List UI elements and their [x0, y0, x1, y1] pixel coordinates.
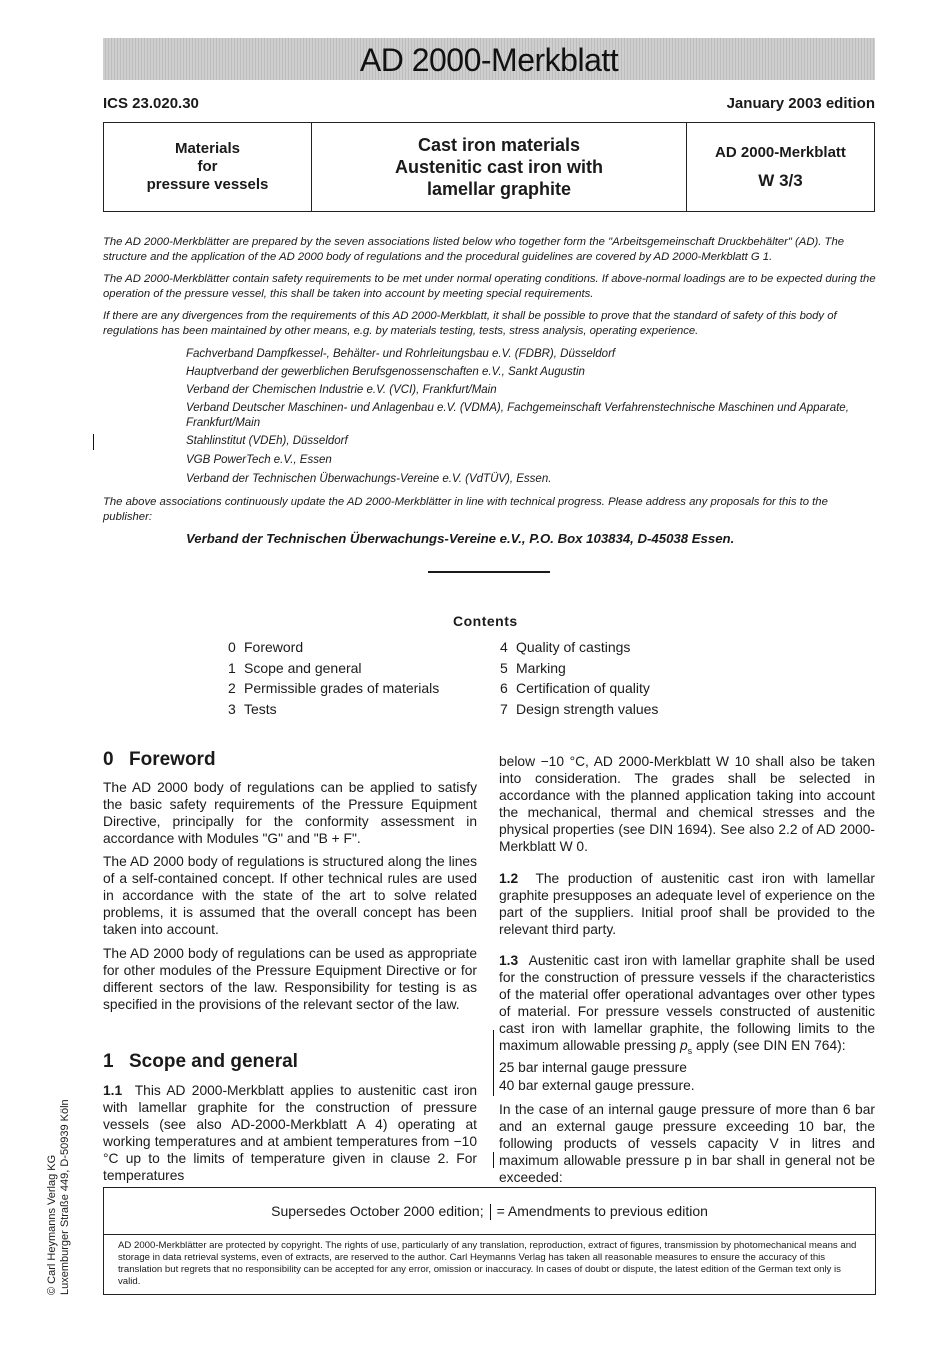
- association-item: Stahlinstitut (VDEh), Düsseldorf: [186, 435, 348, 447]
- header-box: [103, 122, 875, 212]
- clause-1-3-limits: In the case of an internal gauge pressure of more than 6 bar and an external gauge pressure exceeding 10 bar, the following products of vessels capacity V in litres and maximum allowable pressure p in bar shall in general not be exceeded:: [499, 1102, 875, 1186]
- intro-paragraph: The above associations continuously update the AD 2000-Merkblätter in line with technical progress. Please address any proposals for this to the publisher:: [103, 496, 828, 523]
- title-line: Austenitic cast iron with: [394, 157, 604, 177]
- title-line: Cast iron materials: [417, 135, 581, 155]
- contents-item: 1 Scope and general: [228, 659, 362, 676]
- clause-1-3: 1.3 Austenitic cast iron with lamellar graphite shall be used for the construction of pressure vessels if the characteristics of the material offer operational advantages over other types of material. For pressure vessels constructed of austenitic cast iron with lamellar graphite, the following limits to the maximum allowable pressing $p_s$ apply (see DIN EN 764):: [499, 953, 875, 1057]
- ics-code: ICS 23.020.30: [103, 95, 199, 112]
- association-item: Fachverband Dampfkessel-, Behälter- und Rohrleitungsbau e.V. (FDBR), Düsseldorf: [186, 348, 616, 360]
- contents-item: 6 Certification of quality: [500, 680, 650, 696]
- footer-box: [103, 1187, 876, 1295]
- section-heading-scope: 1 Scope and general: [103, 1051, 298, 1072]
- foreword-paragraph: The AD 2000 body of regulations can be applied to satisfy the basic safety requirements of the Pressure Equipment Directive, principally for the conformity assessment in accordance with Modules "G" and "B + F".: [103, 780, 477, 847]
- contents-item: 5 Marking: [500, 659, 566, 676]
- clause-1-1: 1.1 This AD 2000-Merkblatt applies to austenitic cast iron with lamellar graphite for the construction of pressure vessels (see also AD-2000-Merkblatt A 4) operating at working temperatures and at ambient temperatures from −10 °C up to the limits of temperature given in clause 2. For temperatures: [103, 1083, 477, 1184]
- contents-item: 7 Design strength values: [500, 700, 659, 717]
- contents-list-right: [500, 637, 658, 719]
- association-item: Hauptverband der gewerblichen Berufsgenossenschaften e.V., Sankt Augustin: [186, 366, 585, 378]
- category-line: Materials: [174, 140, 241, 157]
- intro-paragraph: The AD 2000-Merkblätter are prepared by the seven associations listed below who together form the "Arbeitsgemeinschaft Druckbehälter" (AD). The structure and the application of the AD 2000 body of regulations and the procedural guidelines are covered by AD 2000-Merkblatt G 1.: [103, 236, 845, 263]
- contents-item: 0 Foreword: [228, 639, 304, 655]
- title-cell: [312, 123, 687, 211]
- code-cell: [687, 123, 874, 211]
- contents-list-left: [228, 637, 439, 719]
- foreword-paragraph: The AD 2000 body of regulations is structured along the lines of a self-contained concept. If other technical rules are used in accordance with the state of the art to solve related problems, it is assumed that the overall concept has been taken into account.: [103, 854, 477, 938]
- association-item: VGB PowerTech e.V., Essen: [186, 454, 332, 466]
- section-heading-foreword: 0 Foreword: [103, 749, 216, 770]
- intro-paragraph: The AD 2000-Merkblätter contain safety requirements to be met under normal operating conditions. If above-normal loadings are to be expected during the operation of the pressure vessel, this shall be taken into account by meeting special requirements.: [103, 273, 876, 300]
- category-cell: [104, 123, 312, 211]
- category-line: for: [197, 158, 218, 175]
- contents-title: Contents: [453, 613, 518, 629]
- category-line: pressure vessels: [146, 176, 269, 193]
- contents-item: 3 Tests: [228, 700, 277, 717]
- intro-paragraph: If there are any divergences from the requirements of this AD 2000-Merkblatt, it shall be possible to prove that the standard of safety of this body of regulations has been maintained by other means, e.g. by materials testing, tests, stress analysis, operating experience.: [103, 310, 837, 337]
- association-item: Verband Deutscher Maschinen- und Anlagenbau e.V. (VDMA), Fachgemeinschaft Verfahrenstechnische Maschinen und Apparate, Frankfurt/Main: [186, 402, 849, 429]
- amendment-bar: [93, 434, 94, 450]
- title-line: lamellar graphite: [426, 179, 572, 199]
- contents-item: 2 Permissible grades of materials: [228, 680, 440, 696]
- edition-date: January 2003 edition: [726, 95, 875, 112]
- amendment-bar: [493, 1030, 494, 1096]
- association-item: Verband der Chemischen Industrie e.V. (VCI), Frankfurt/Main: [186, 384, 497, 396]
- pressure-limit: 25 bar internal gauge pressure: [499, 1060, 687, 1075]
- clause-1-2: 1.2 The production of austenitic cast iron with lamellar graphite presupposes an adequate level of experience on the part of the suppliers. Initial proof shall be provided to the relevant third party.: [499, 871, 875, 938]
- clause-1-1-continued: below −10 °C, AD 2000-Merkblatt W 10 shall also be taken into consideration. The grades shall be selected in accordance with the planned application taking into account the mechanical, thermal and chemical stresses and the physical properties (see DIN 1694). See also 2.2 of AD 2000-Merkblatt W 0.: [499, 754, 875, 855]
- document-code: W 3/3: [758, 170, 803, 190]
- association-item: Verband der Technischen Überwachungs-Vereine e.V. (VdTÜV), Essen.: [186, 473, 552, 485]
- copyright-notice: AD 2000-Merkblätter are protected by copyright. The rights of use, particularly of any translation, reproduction, extract of figures, transmission by photomechanical means and storage in data retrieval systems, even of extracts, are reserved to the author. Carl Heymanns Verlag has taken all reasonable measures to ensure the accuracy of this translation but regrets that no responsibility can be accepted for any error, omission or inaccuracy. In cases of doubt or dispute, the latest edition of the German text only is valid.: [118, 1240, 857, 1287]
- publisher-address: Verband der Technischen Überwachungs-Vereine e.V., P.O. Box 103834, D-45038 Essen.: [186, 531, 735, 546]
- foreword-paragraph: The AD 2000 body of regulations can be used as appropriate for other modules of the Pressure Equipment Directive or for different sectors of the law. Responsibility for testing is as specified in the provisions of the relevant sector of the law.: [103, 946, 477, 1013]
- amendment-bar: [493, 1152, 494, 1168]
- banner-title: AD 2000-Merkblatt: [359, 42, 619, 78]
- divider: [428, 571, 550, 573]
- document-banner: [103, 38, 875, 80]
- supersedes-note: Supersedes October 2000 edition; = Amendments to previous edition: [104, 1188, 875, 1235]
- contents-item: 4 Quality of castings: [500, 639, 631, 655]
- publisher-side-note: © Carl Heymanns Verlag KG Luxemburger Straße 449, D-50939 Köln: [46, 1099, 71, 1295]
- pressure-limit: 40 bar external gauge pressure.: [499, 1078, 695, 1093]
- code-title: AD 2000-Merkblatt: [715, 143, 846, 161]
- amendment-bar: [490, 1204, 491, 1220]
